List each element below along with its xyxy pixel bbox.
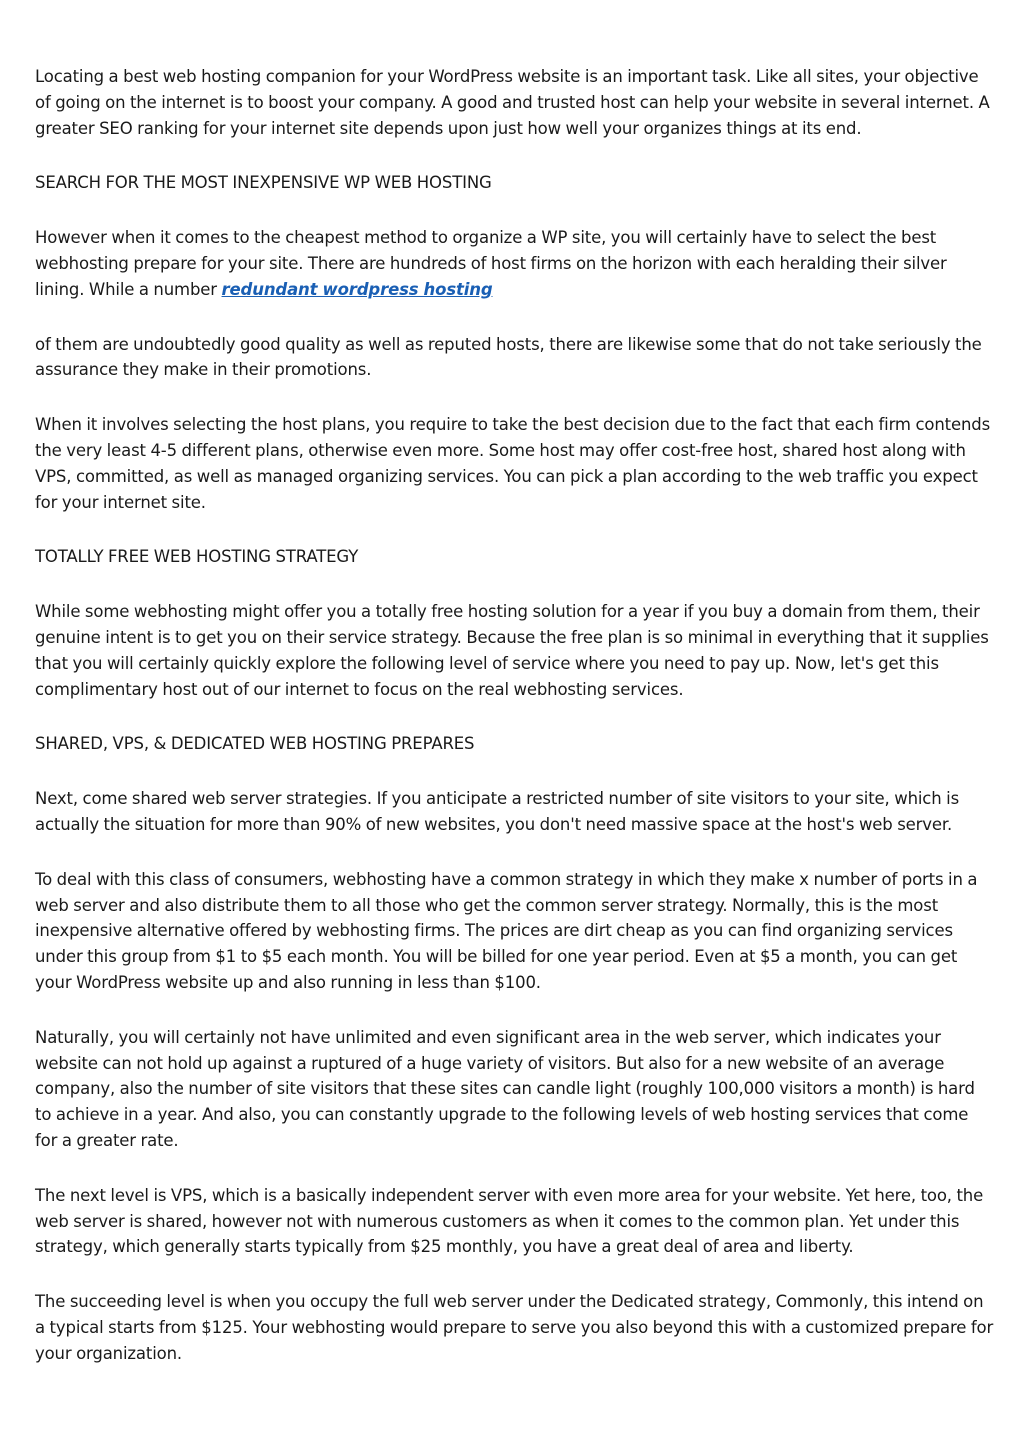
document-body	[35, 64, 995, 1395]
section-heading-cheapest-hosting: SEARCH FOR THE MOST INEXPENSIVE WP WEB HOSTING	[35, 173, 492, 193]
paragraph-cheapest-method	[35, 225, 995, 302]
paragraph-host-plans: When it involves selecting the host plans, you require to take the best decision due to the fact that each firm contends the very least 4-5 different plans, otherwise even more. Some host may offer cost-free host, shared host along with VPS, committed, as well as managed organizing services. You can pick a plan according to the web traffic you expect for your internet site.	[35, 415, 991, 512]
paragraph-intro: Locating a best web hosting companion for your WordPress website is an important task. Like all sites, your objective of going on the internet is to boost your company. A good and trusted host can help your website in several internet. A greater SEO ranking for your internet site depends upon just how well your organizes things at its end.	[35, 67, 990, 138]
paragraph-server-area: Naturally, you will certainly not have unlimited and even significant area in the web server, which indicates your website can not hold up against a ruptured of a huge variety of visitors. But also for a new website of an average company, also the number of site visitors that these sites can candle light (roughly 100,000 visitors a month) is hard to achieve in a year. And also, you can constantly upgrade to the following levels of web hosting services that come for a greater rate.	[35, 1027, 975, 1150]
paragraph-free-hosting: While some webhosting might offer you a totally free hosting solution for a year if you buy a domain from them, their genuine intent is to get you on their service strategy. Because the free plan is so minimal in everything that it supplies that you will certainly quickly explore the following level of service where you need to pay up. Now, let's get this complimentary host out of our internet to focus on the real webhosting services.	[35, 602, 989, 699]
section-heading-shared-vps-dedicated: SHARED, VPS, & DEDICATED WEB HOSTING PREPARES	[35, 734, 475, 754]
paragraph-cheapest-method-text: However when it comes to the cheapest method to organize a WP site, you will certainly have to select the best webhosting prepare for your site. There are hundreds of host firms on the horizon with each heralding their silver lining. While a number	[35, 228, 947, 299]
section-heading-free-hosting: TOTALLY FREE WEB HOSTING STRATEGY	[35, 547, 359, 567]
redundant-wordpress-hosting-link[interactable]: redundant wordpress hosting	[221, 279, 493, 299]
paragraph-common-strategy: To deal with this class of consumers, webhosting have a common strategy in which they make x number of ports in a web server and also distribute them to all those who get the common server strategy. Normally, this is the most inexpensive alternative offered by webhosting firms. The prices are dirt cheap as you can find organizing services under this group from $1 to $5 each month. You will be billed for one year period. Even at $5 a month, you can get your WordPress website up and also running in less than $100.	[35, 869, 978, 992]
paragraph-reputed-hosts: of them are undoubtedly good quality as well as reputed hosts, there are likewise some that do not take seriously the assurance they make in their promotions.	[35, 334, 982, 380]
paragraph-vps-level: The next level is VPS, which is a basically independent server with even more area for your website. Yet here, too, the web server is shared, however not with numerous customers as when it comes to the common plan. Yet under this strategy, which generally starts typically from $25 monthly, you have a great deal of area and liberty.	[35, 1185, 984, 1257]
paragraph-dedicated-level: The succeeding level is when you occupy the full web server under the Dedicated strategy, Commonly, this intend on a typical starts from $125. Your webhosting would prepare to serve you also beyond this with a customized prepare for your organization.	[35, 1292, 994, 1363]
paragraph-shared-server: Next, come shared web server strategies. If you anticipate a restricted number of site visitors to your site, which is actually the situation for more than 90% of new websites, you don't need massive space at the host's web server.	[35, 789, 960, 834]
